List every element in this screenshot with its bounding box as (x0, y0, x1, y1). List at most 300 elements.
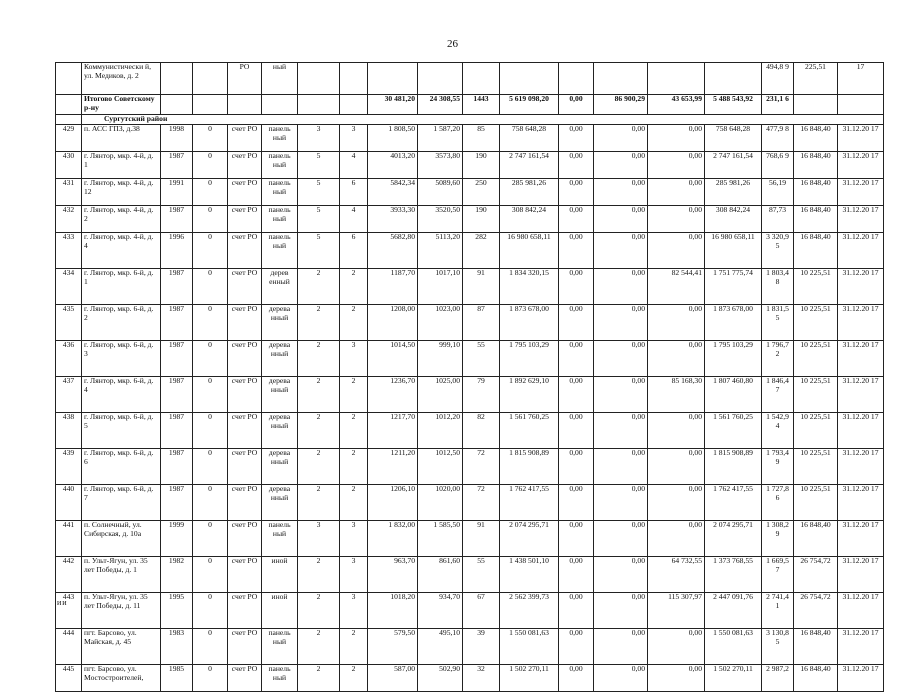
table-cell: 999,10 (418, 341, 463, 377)
table-cell: 250 (463, 179, 500, 206)
table-cell: 6 (340, 233, 368, 269)
table-cell: 0,00 (559, 152, 594, 179)
table-row (56, 233, 884, 269)
table-cell: г. Лянтор, мкр. 4-й, д. 2 (82, 206, 161, 233)
table-row (56, 521, 884, 557)
table-cell: 1 815 908,89 (705, 449, 762, 485)
table-cell: 2 (298, 413, 340, 449)
table-cell: 16 980 658,11 (500, 233, 559, 269)
table-cell: 24 308,55 (418, 95, 463, 115)
table-row (56, 629, 884, 665)
table-cell: 16 980 658,11 (705, 233, 762, 269)
table-cell: 1 587,20 (418, 125, 463, 152)
table-cell: 0,00 (648, 305, 705, 341)
table-cell: 31.12.20 17 (838, 377, 884, 413)
table-cell: 0,00 (559, 557, 594, 593)
table-cell (298, 95, 340, 115)
table-cell: 1208,00 (368, 305, 418, 341)
table-cell: 31.12.20 17 (838, 521, 884, 557)
table-cell: 0,00 (648, 485, 705, 521)
table-cell: 1 438 501,10 (500, 557, 559, 593)
table-cell: 0,00 (559, 95, 594, 115)
table-cell (418, 63, 463, 95)
table-cell: 2 (298, 485, 340, 521)
table-cell: 0 (193, 341, 228, 377)
table-cell: 0,00 (594, 665, 648, 692)
table-cell: 2 (298, 449, 340, 485)
table-cell: 43 653,99 (648, 95, 705, 115)
table-cell: 1 542,9 4 (762, 413, 794, 449)
table-cell: 1987 (161, 377, 193, 413)
table-cell: 6 (340, 179, 368, 206)
table-cell: счет РО (228, 449, 262, 485)
table-cell: счет РО (228, 341, 262, 377)
table-cell: 0,00 (594, 305, 648, 341)
table-cell: 758 648,28 (500, 125, 559, 152)
table-cell: счет РО (228, 377, 262, 413)
table-cell: 55 (463, 341, 500, 377)
table-cell: 10 225,51 (794, 305, 838, 341)
table-cell: 0 (193, 521, 228, 557)
table-cell: 1987 (161, 413, 193, 449)
table-cell: 1 585,50 (418, 521, 463, 557)
table-row (56, 305, 884, 341)
table-cell: 0,00 (648, 665, 705, 692)
table-row (56, 557, 884, 593)
table-cell: 2 987,2 (762, 665, 794, 692)
table-cell: 0,00 (648, 152, 705, 179)
table-cell: п. Солнечный, ул. Сибирская, д. 10а (82, 521, 161, 557)
table-cell: 768,6 9 (762, 152, 794, 179)
table-cell: 2 562 399,73 (500, 593, 559, 629)
table-cell: 1018,20 (368, 593, 418, 629)
table-cell: 0,00 (648, 341, 705, 377)
table-cell: 5 488 543,92 (705, 95, 762, 115)
table-cell: 0 (193, 233, 228, 269)
table-cell: 0,00 (594, 629, 648, 665)
table-cell: 587,00 (368, 665, 418, 692)
table-cell: 1 373 768,55 (705, 557, 762, 593)
table-cell (193, 95, 228, 115)
table-cell: 5842,34 (368, 179, 418, 206)
table-cell: 502,90 (418, 665, 463, 692)
table-cell: 434 (56, 269, 82, 305)
table-cell (463, 63, 500, 95)
table-cell: 1 561 760,25 (705, 413, 762, 449)
table-cell: 2 (340, 269, 368, 305)
table-cell: 429 (56, 125, 82, 152)
table-row (56, 341, 884, 377)
table-cell: 1985 (161, 665, 193, 692)
table-row (56, 593, 884, 629)
table-cell: 1 793,4 9 (762, 449, 794, 485)
table-cell: 10 225,51 (794, 413, 838, 449)
table-cell: 0,00 (648, 449, 705, 485)
table-cell: дерева нный (262, 305, 298, 341)
table-cell: 0 (193, 449, 228, 485)
table-body (56, 63, 884, 692)
table-cell: 2 741,4 1 (762, 593, 794, 629)
table-cell: панель ный (262, 665, 298, 692)
table-cell: 1 669,5 7 (762, 557, 794, 593)
table-cell: 2 074 295,71 (500, 521, 559, 557)
table-row (56, 152, 884, 179)
table-cell: 10 225,51 (794, 377, 838, 413)
table-cell: 87 (463, 305, 500, 341)
table-cell (298, 63, 340, 95)
table-cell: иной (262, 557, 298, 593)
table-cell: 3 320,9 5 (762, 233, 794, 269)
table-cell: 4 (340, 206, 368, 233)
table-cell: 1 762 417,55 (500, 485, 559, 521)
table-cell: 432 (56, 206, 82, 233)
table-cell: 31.12.20 17 (838, 449, 884, 485)
table-cell: 0,00 (594, 341, 648, 377)
table-cell: 1987 (161, 305, 193, 341)
table-cell: 5113,20 (418, 233, 463, 269)
table-cell: 0,00 (559, 521, 594, 557)
table-cell: 5089,60 (418, 179, 463, 206)
table-cell: 31.12.20 17 (838, 206, 884, 233)
table-cell: 1 873 678,00 (500, 305, 559, 341)
table-cell: 17 (838, 63, 884, 95)
table-cell: 16 848,40 (794, 233, 838, 269)
table-cell: г. Лянтор, мкр. 6-й, д. 2 (82, 305, 161, 341)
table-cell: 0,00 (559, 125, 594, 152)
table-cell: 16 848,40 (794, 125, 838, 152)
table-cell: счет РО (228, 152, 262, 179)
table-cell: 3 130,8 5 (762, 629, 794, 665)
table-cell: 934,70 (418, 593, 463, 629)
table-cell: 441 (56, 521, 82, 557)
table-cell: 2 (340, 377, 368, 413)
table-cell: 2 (340, 305, 368, 341)
table-cell (56, 95, 82, 115)
table-cell: г. Лянтор, мкр. 6-й, д. 7 (82, 485, 161, 521)
table-cell: 67 (463, 593, 500, 629)
table-cell: 1017,10 (418, 269, 463, 305)
table-cell: г. Лянтор, мкр. 4-й, д. 4 (82, 233, 161, 269)
table-cell: 1217,70 (368, 413, 418, 449)
table-row (56, 485, 884, 521)
table-cell: 0,00 (559, 629, 594, 665)
table-cell: 308 842,24 (500, 206, 559, 233)
table-cell: 1 892 629,10 (500, 377, 559, 413)
table-cell: 30 481,20 (368, 95, 418, 115)
table-cell: 0 (193, 179, 228, 206)
table-row (56, 269, 884, 305)
table-cell: 1987 (161, 206, 193, 233)
table-cell: 31.12.20 17 (838, 179, 884, 206)
table-cell: панель ный (262, 233, 298, 269)
table-cell: 2 (298, 377, 340, 413)
table-cell (838, 95, 884, 115)
table-cell: 1 815 908,89 (500, 449, 559, 485)
table-cell: дерева нный (262, 449, 298, 485)
table-cell: 440 (56, 485, 82, 521)
table-cell (56, 63, 82, 95)
table-cell: 3 (340, 341, 368, 377)
table-cell: 1 550 081,63 (705, 629, 762, 665)
table-cell: 1995 (161, 593, 193, 629)
table-cell: 1 846,4 7 (762, 377, 794, 413)
table-cell: 0 (193, 413, 228, 449)
table-row (56, 179, 884, 206)
page-number: 26 (447, 38, 458, 50)
table-cell: 494,8 9 (762, 63, 794, 95)
table-row (56, 449, 884, 485)
table-cell: г. Лянтор, мкр. 4-й, д. 12 (82, 179, 161, 206)
table-cell: 82 (463, 413, 500, 449)
table-cell (368, 63, 418, 95)
table-cell: 0,00 (594, 449, 648, 485)
table-cell: счет РО (228, 629, 262, 665)
table-cell: 1 873 678,00 (705, 305, 762, 341)
table-cell: 115 307,97 (648, 593, 705, 629)
table-cell: 82 544,41 (648, 269, 705, 305)
table-cell: 2 (298, 341, 340, 377)
table-cell: 2 747 161,54 (500, 152, 559, 179)
table-cell: счет РО (228, 521, 262, 557)
table-cell: 1020,00 (418, 485, 463, 521)
table-cell: 1 762 417,55 (705, 485, 762, 521)
table-cell: счет РО (228, 557, 262, 593)
table-row (56, 413, 884, 449)
table-cell: 2 (298, 557, 340, 593)
table-cell: 430 (56, 152, 82, 179)
table-cell: 0,00 (594, 593, 648, 629)
table-cell: 3 (340, 593, 368, 629)
table-cell: 10 225,51 (794, 449, 838, 485)
table-cell: 0,00 (648, 629, 705, 665)
table-cell (228, 95, 262, 115)
table-cell: 433 (56, 233, 82, 269)
table-cell: 31.12.20 17 (838, 557, 884, 593)
table-cell (56, 115, 82, 125)
table-cell: г. Лянтор, мкр. 6-й, д. 5 (82, 413, 161, 449)
table-cell: 1982 (161, 557, 193, 593)
table-cell: п. Ульт-Ягун, ул. 35 лет Победы, д. 1 (82, 557, 161, 593)
table-cell: 0 (193, 485, 228, 521)
table-cell: 0 (193, 377, 228, 413)
table-cell: п. АСС ГПЗ, д.38 (82, 125, 161, 152)
table-cell: 0,00 (559, 593, 594, 629)
table-cell: 0,00 (559, 341, 594, 377)
table-cell: 3520,50 (418, 206, 463, 233)
table-cell: счет РО (228, 305, 262, 341)
table-cell: 1023,00 (418, 305, 463, 341)
table-cell (161, 95, 193, 115)
table-cell: 2 (298, 269, 340, 305)
table-cell: 431 (56, 179, 82, 206)
table-cell: 0,00 (594, 485, 648, 521)
table-cell: 72 (463, 449, 500, 485)
table-cell: 55 (463, 557, 500, 593)
table-cell: счет РО (228, 485, 262, 521)
table-cell: 1211,20 (368, 449, 418, 485)
table-cell: дерева нный (262, 413, 298, 449)
table-cell: 0 (193, 557, 228, 593)
table-cell: 16 848,40 (794, 152, 838, 179)
table-cell: иной (262, 593, 298, 629)
table-cell: 1443 (463, 95, 500, 115)
table-cell: панель ный (262, 179, 298, 206)
table-cell: 1 308,2 9 (762, 521, 794, 557)
table-cell: 16 848,40 (794, 521, 838, 557)
table-cell: 85 168,30 (648, 377, 705, 413)
table-cell: 16 848,40 (794, 206, 838, 233)
table-cell: дерева нный (262, 341, 298, 377)
table-cell: 85 (463, 125, 500, 152)
table-cell: 1987 (161, 269, 193, 305)
table-cell: 0,00 (648, 125, 705, 152)
table-cell: счет РО (228, 125, 262, 152)
table-cell: 1 834 320,15 (500, 269, 559, 305)
table-cell: 0 (193, 629, 228, 665)
table-cell: 1 831,5 5 (762, 305, 794, 341)
table-cell: 2 (340, 665, 368, 692)
table-cell: 3 (340, 125, 368, 152)
table-cell: 0,00 (648, 206, 705, 233)
table-cell: 2 (298, 305, 340, 341)
table-cell: 0,00 (648, 413, 705, 449)
table-cell: 31.12.20 17 (838, 233, 884, 269)
table-cell: 16 848,40 (794, 179, 838, 206)
table-cell: 31.12.20 17 (838, 665, 884, 692)
table-cell: 1987 (161, 152, 193, 179)
table-cell: дерев енный (262, 269, 298, 305)
table-cell (340, 63, 368, 95)
table-cell: 0,00 (594, 179, 648, 206)
table-cell: 0,00 (648, 179, 705, 206)
table-cell: 443 (56, 593, 82, 629)
table-cell: 1 502 270,11 (500, 665, 559, 692)
table-cell: 0,00 (559, 377, 594, 413)
table-cell: 4013,20 (368, 152, 418, 179)
table-cell: 72 (463, 485, 500, 521)
table-cell: 0,00 (648, 521, 705, 557)
table-cell: панель ный (262, 206, 298, 233)
table-cell: 0,00 (594, 557, 648, 593)
table-cell: 1025,00 (418, 377, 463, 413)
table-cell (340, 95, 368, 115)
table-cell: 231,1 6 (762, 95, 794, 115)
table-cell: 1999 (161, 521, 193, 557)
table-cell: г. Лянтор, мкр. 4-й, д. 1 (82, 152, 161, 179)
table-cell: 861,60 (418, 557, 463, 593)
table-cell (594, 63, 648, 95)
table-cell: 495,10 (418, 629, 463, 665)
table-cell: 31.12.20 17 (838, 485, 884, 521)
table-cell: 1 550 081,63 (500, 629, 559, 665)
table-cell: 1 561 760,25 (500, 413, 559, 449)
table-cell: 3 (298, 125, 340, 152)
table-cell: 436 (56, 341, 82, 377)
table-cell: 0 (193, 665, 228, 692)
table-cell: счет РО (228, 665, 262, 692)
table-cell: 0 (193, 206, 228, 233)
table-cell: 1 808,50 (368, 125, 418, 152)
table-cell: пгт. Барсово, ул. Майская, д. 45 (82, 629, 161, 665)
table-cell: 31.12.20 17 (838, 152, 884, 179)
table-cell: 31.12.20 17 (838, 341, 884, 377)
table-cell: 477,9 8 (762, 125, 794, 152)
table-cell: 1 795 103,29 (500, 341, 559, 377)
district-header-row (56, 115, 884, 125)
table-cell: 91 (463, 269, 500, 305)
table-cell: 0,00 (559, 665, 594, 692)
table-cell: счет РО (228, 206, 262, 233)
table-cell: 31.12.20 17 (838, 629, 884, 665)
table-cell: 31.12.20 17 (838, 269, 884, 305)
table-cell: 1987 (161, 485, 193, 521)
table-cell: 1983 (161, 629, 193, 665)
table-cell: г. Лянтор, мкр. 6-й, д. 1 (82, 269, 161, 305)
table-cell: 31.12.20 17 (838, 125, 884, 152)
table-cell: 0 (193, 305, 228, 341)
table-cell: 1 807 460,80 (705, 377, 762, 413)
table-cell: 86 900,29 (594, 95, 648, 115)
table-cell: 1 751 775,74 (705, 269, 762, 305)
table-cell: 285 981,26 (500, 179, 559, 206)
table-cell: 3 (340, 557, 368, 593)
table-cell: 0,00 (594, 125, 648, 152)
table-cell: 56,19 (762, 179, 794, 206)
table-cell: счет РО (228, 179, 262, 206)
table-cell: 0 (193, 269, 228, 305)
table-cell (262, 95, 298, 115)
table-cell: панель ный (262, 125, 298, 152)
table-cell: 1987 (161, 341, 193, 377)
table-cell (794, 95, 838, 115)
table-cell: счет РО (228, 233, 262, 269)
table-cell: 3573,80 (418, 152, 463, 179)
table-cell: 2 747 161,54 (705, 152, 762, 179)
table-cell: 0,00 (594, 377, 648, 413)
table-cell: 3933,30 (368, 206, 418, 233)
table-cell: 438 (56, 413, 82, 449)
table-cell: 0,00 (594, 233, 648, 269)
table-cell: 10 225,51 (794, 341, 838, 377)
table-cell: 5 (298, 152, 340, 179)
table-cell: счет РО (228, 269, 262, 305)
table-cell: 3 (340, 521, 368, 557)
table-cell: 1 796,7 2 (762, 341, 794, 377)
table-cell (559, 63, 594, 95)
table-cell: 2 (340, 629, 368, 665)
table-cell: 31.12.20 17 (838, 413, 884, 449)
table-cell: г. Лянтор, мкр. 6-й, д. 6 (82, 449, 161, 485)
table-cell: 0,00 (594, 521, 648, 557)
table-row (56, 665, 884, 692)
table-cell: 1206,10 (368, 485, 418, 521)
table-cell: 16 848,40 (794, 629, 838, 665)
table-cell: 0,00 (559, 485, 594, 521)
table-cell: 225,51 (794, 63, 838, 95)
table-cell: 0,00 (559, 413, 594, 449)
table-cell: 1 502 270,11 (705, 665, 762, 692)
table-cell: 0 (193, 152, 228, 179)
table-row (56, 206, 884, 233)
table-cell: 5 (298, 179, 340, 206)
table-cell: 87,73 (762, 206, 794, 233)
table-cell: 0,00 (594, 206, 648, 233)
table-cell: пгт. Барсово, ул. Мостостроителей, (82, 665, 161, 692)
table-cell: 1012,50 (418, 449, 463, 485)
housing-registry-table (55, 62, 884, 692)
table-cell (648, 63, 705, 95)
table-cell: 1 795 103,29 (705, 341, 762, 377)
